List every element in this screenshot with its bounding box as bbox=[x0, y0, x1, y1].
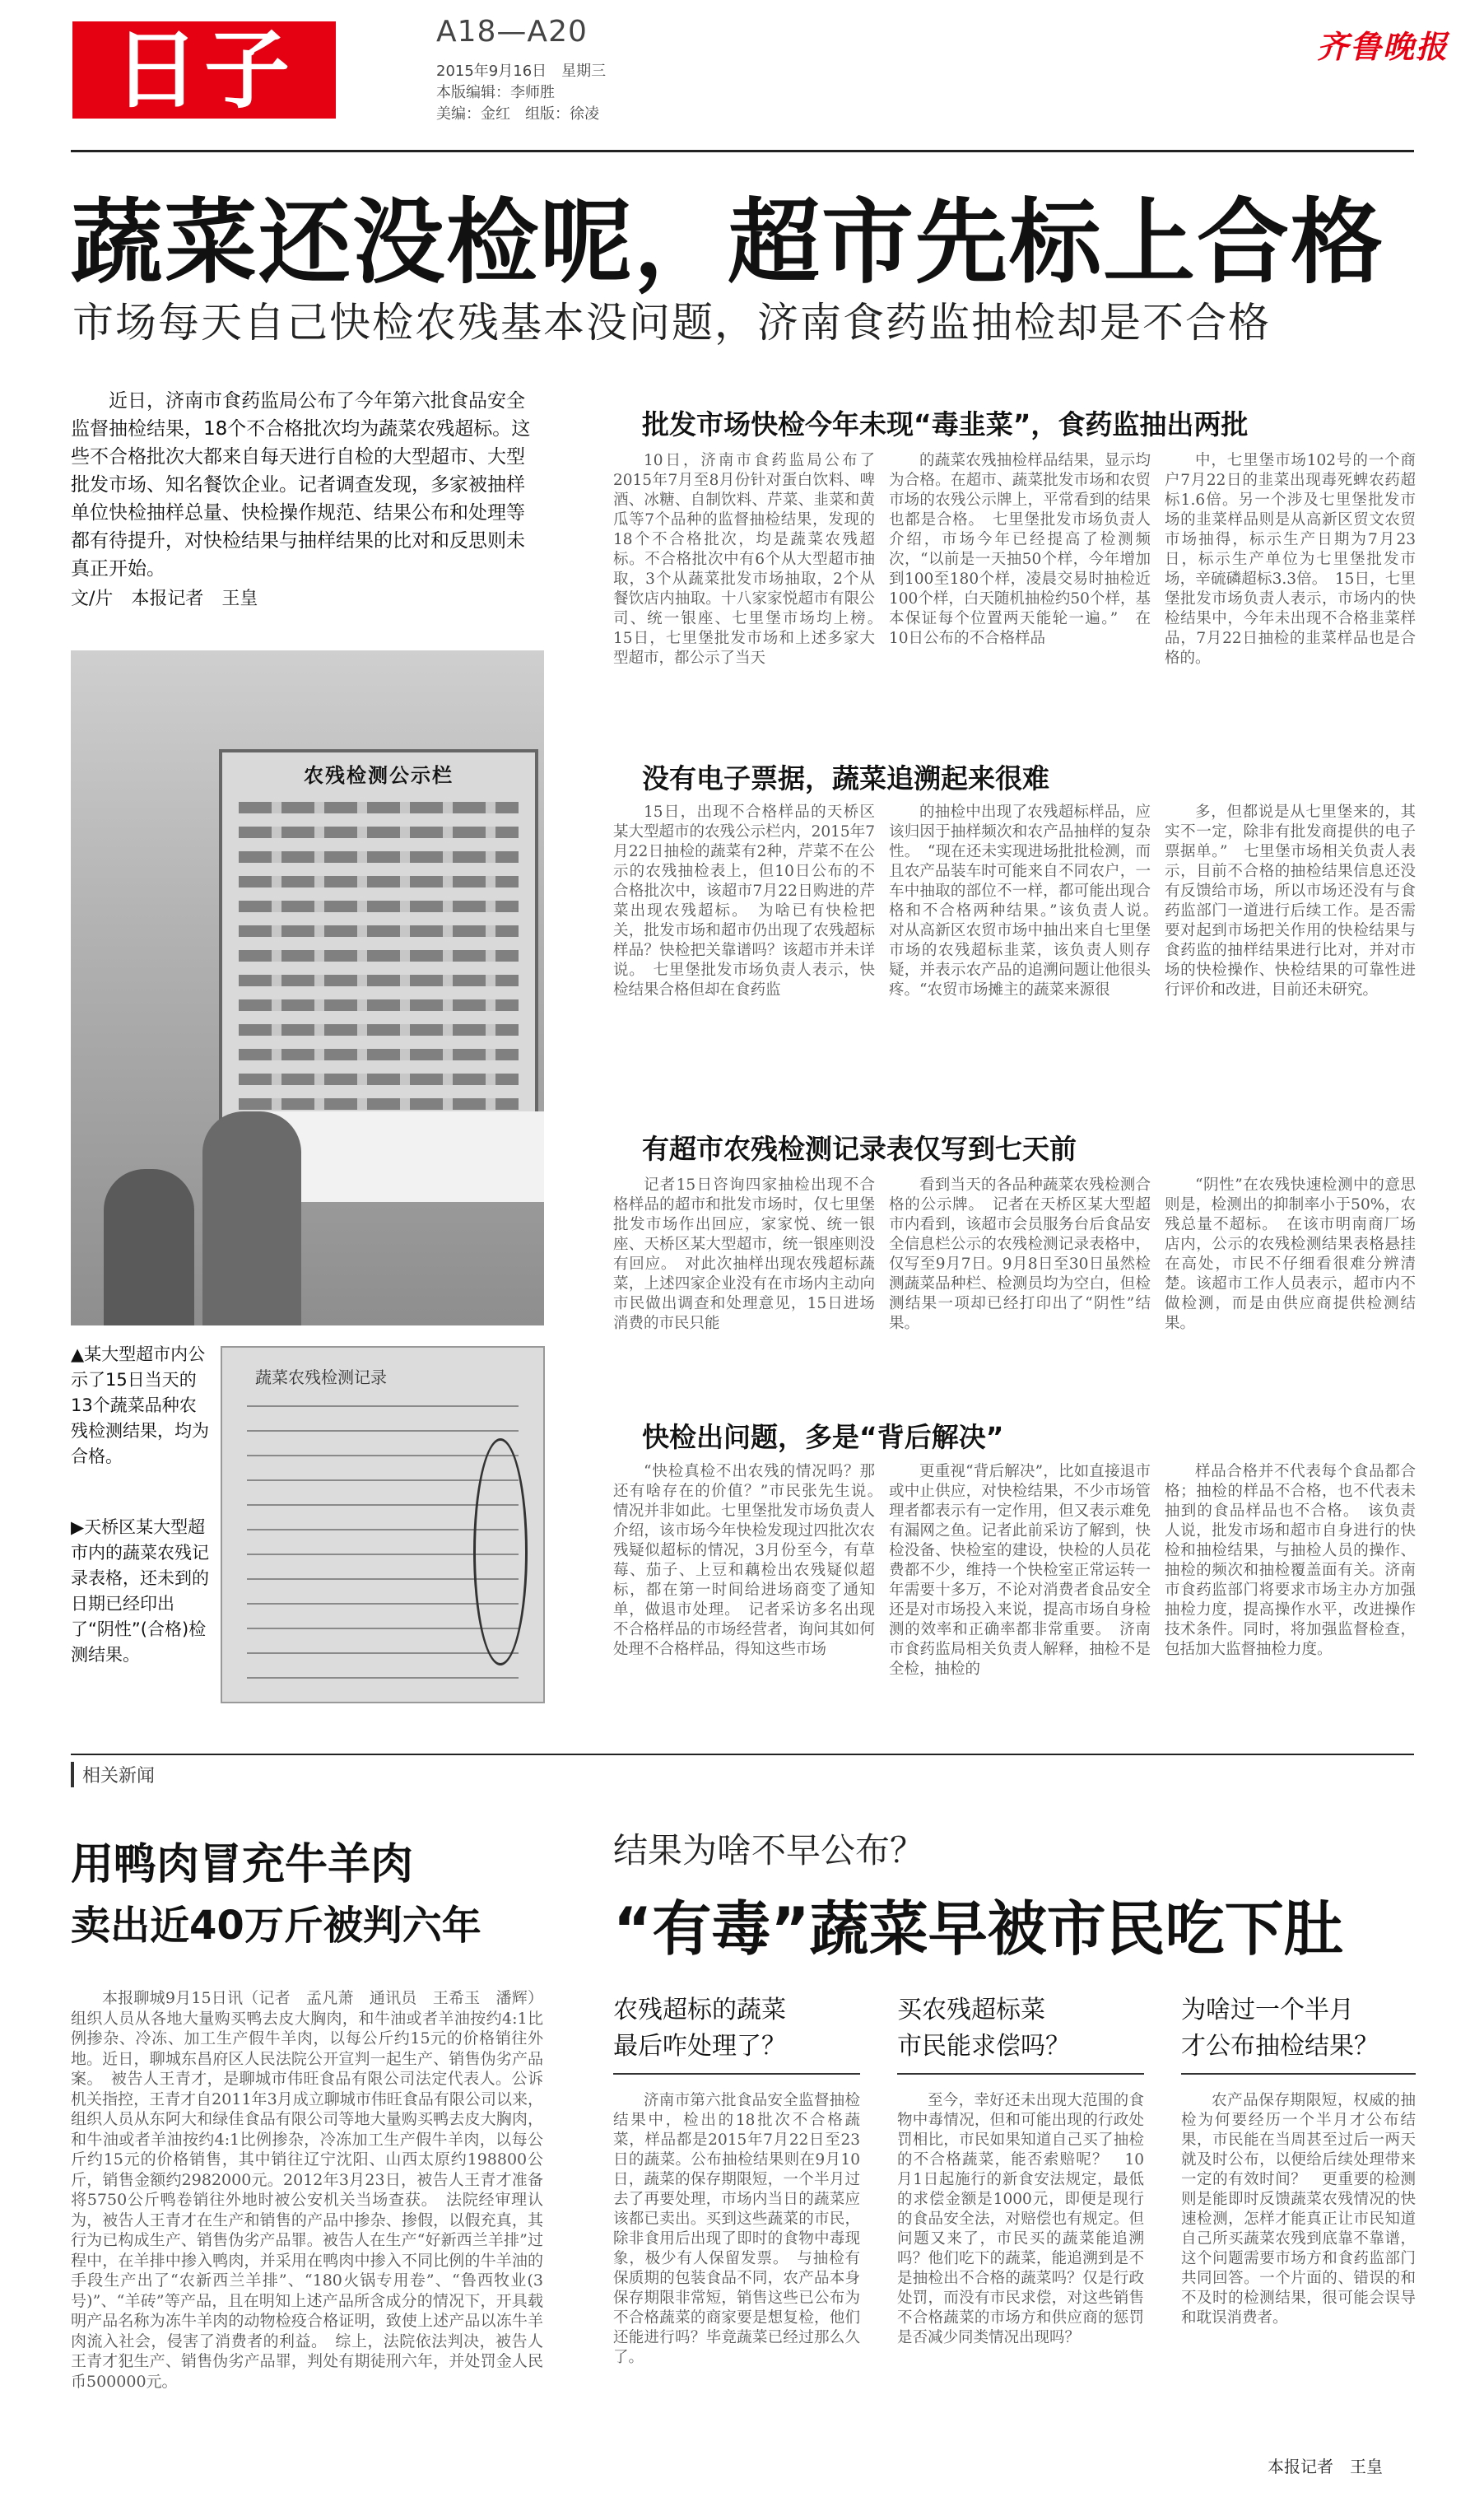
section-logo: 日子 bbox=[72, 21, 336, 119]
section-2-title: 没有电子票据，蔬菜追溯起来很难 bbox=[642, 762, 1049, 794]
section-3-col-1: 记者15日咨询四家抽检出现不合格样品的超市和批发市场时，仅七里堡批发市场作出回应，家家悦、统一银座、天桥区某大型超市，统一银座则没有回应。 对此次抽样出现农残超标蔬菜，上述四家企业没有在市场内主动向市民做出调查和处理意见，15日进场消费的市民只能 bbox=[613, 1176, 875, 1332]
sheet-line bbox=[247, 1455, 519, 1456]
sheet-line bbox=[247, 1677, 519, 1679]
question-3-body: 农产品保存期限短，权威的抽检为何要经历一个半月才公布结果，市民能在当周甚至过后一两天就及时公布，以便给后续处理带来一定的有效时间？ 更重要的检测则是能即时反馈蔬菜农残情况的快速检测，怎样才能真正让市民知道自己所买蔬菜农残到底靠不靠谱，这个问题需要市场方和食药监部门共同回答。一个片面的、错误的和不及时的检测结果，很可能会误导和耽误消费者。 bbox=[1181, 2092, 1416, 2327]
board-row bbox=[239, 975, 519, 986]
staff-figure bbox=[202, 1111, 301, 1325]
sheet-line bbox=[247, 1479, 519, 1481]
question-1-line-2: 最后咋处理了？ bbox=[613, 2032, 786, 2061]
board-row bbox=[239, 999, 519, 1011]
sheet-line bbox=[247, 1628, 519, 1629]
newspaper-brand: 齐鲁晚报 bbox=[1317, 28, 1449, 65]
photo-caption-2: ▶天桥区某大型超市内的蔬菜农残记录表格，还未到的日期已经印出了“阴性”(合格)检测结果。 bbox=[71, 1517, 209, 1665]
design-line: 美编：金红 组版：徐凌 bbox=[436, 105, 599, 123]
bottom-section-rule bbox=[71, 1754, 1414, 1755]
question-3 bbox=[1181, 1992, 1416, 2065]
sheet-line bbox=[247, 1405, 519, 1407]
board-title: 农残检测公示栏 bbox=[304, 764, 454, 787]
section-4-title: 快检出问题，多是“背后解决” bbox=[642, 1421, 1004, 1453]
board-row bbox=[239, 925, 519, 937]
feature-kicker: 结果为啥不早公布？ bbox=[613, 1830, 925, 1870]
lead-paragraph: 近日，济南市食药监局公布了今年第六批食品安全监督抽检结果，18个不合格批次均为蔬菜农残超标。这些不合格批次大都来自每天进行自检的大型超市、大型批发市场、知名餐饮企业。记者调查发现，多家被抽样单位快检抽样总量、快检操作规范、结果公布和处理等都有待提升，对快检结果与抽样结果的比对和反思则未真正开始。 bbox=[71, 390, 531, 580]
question-1-body: 济南市第六批食品安全监督抽检结果中，检出的18批次不合格蔬菜，样品都是2015年7月22日至23日的蔬菜。公布抽检结果则在9月10日，蔬菜的保存期限短，一个半月过去了再要处理，市场内当日的蔬菜应该都已卖出。买到这些蔬菜的市民，除非食用后出现了即时的食物中毒现象，极少有人保留发票。 与抽检有保质期的包装食品不同，农产品本身保存期限非常短，销售这些已公布为不合格蔬菜的商家要是想复检，他们还能进行吗？毕竟蔬菜已经过那么久了。 bbox=[613, 2092, 860, 2366]
question-2-rule bbox=[897, 2073, 1144, 2075]
date-line: 2015年9月16日 星期三 bbox=[436, 63, 607, 80]
section-3-col-2: 看到当天的各品种蔬菜农残检测合格的公示牌。 记者在天桥区某大型超市内看到，该超市会员服务台后食品安全信息栏公示的农残检测记录表格中，仅写至9月7日。9月8日至30日虽然检测蔬菜品种栏、检测员均为空白，但检测结果一项却已经打印出了“阴性”结果。 bbox=[889, 1176, 1151, 1332]
section-4-col-3: 样品合格并不代表每个食品都合格；抽检的样品不合格，也不代表未抽到的食品样品也不合格。 该负责人说，批发市场和超市自身进行的快检和抽检结果，与抽检人员的操作、抽检的频次和抽检覆盖面有关。济南市食药监部门将要求市场主办方加强抽检力度，提高操作水平，改进操作技术条件。同时，将加强监督检查，包括加大监督抽检力度。 bbox=[1165, 1463, 1416, 1658]
board-row bbox=[239, 802, 519, 813]
question-2 bbox=[897, 1992, 1144, 2065]
page-headline: 蔬菜还没检呢，超市先标上合格 bbox=[71, 189, 1384, 296]
related-body: 本报聊城9月15日讯（记者 孟凡萧 通讯员 王希玉 潘辉）组织人员从各地大量购买鸭去皮大胸肉，和牛油或者羊油按约4:1比例掺杂、冷冻、加工生产假牛羊肉，以每公斤约15元的价格销往外地。近日，聊城东昌府区人民法院公开宣判一起生产、销售伪劣产品案。 被告人王青才，是聊城市伟旺食品有限公司法定代表人。公诉机关指控，王青才自2011年3月成立聊城市伟旺食品有限公司以来，组织人员从东阿大和绿佳食品有限公司等地大量购买鸭去皮大胸肉，和牛油或者羊油按约4:1比例掺杂，冷冻加工生产假牛羊肉，以每公斤约15元的价格销售，其中销往辽宁沈阳、山西太原约198800公斤，销售金额约2982000元。2012年3月23日，被告人王青才准备将5750公斤鸭卷销往外地时被公安机关当场查获。 法院经审理认为，被告人王青才在生产和销售的产品中掺杂、掺假，以假充真，其行为已构成生产、销售伪劣产品罪。被告人在生产“好新西兰羊排”过程中，在羊排中掺入鸭肉，并采用在鸭肉中掺入不同比例的牛羊油的手段生产出了“农新西兰羊排”、“180火锅专用卷”、“鲁西牧业(3号)”、“羊砖”等产品，且在明知上述产品所含成分的情况下，开具载明产品名称为冻牛羊肉的动物检疫合格证明，致使上述产品以冻牛羊肉流入社会，侵害了消费者的利益。 综上，法院依法判决，被告人王青才犯生产、销售伪劣产品罪，判处有期徒刑六年，并处罚金人民币500000元。 bbox=[71, 1989, 543, 2391]
question-2-body: 至今，幸好还未出现大范围的食物中毒情况，但和可能出现的行政处罚相比，市民如果知道自己买了抽检的不合格蔬菜，能否索赔呢？ 10月1日起施行的新食安法规定，最低的求偿金额是1000元，即便是现行的食品安全法，对赔偿也有规定。但问题又来了，市民买的蔬菜能追溯吗？他们吃下的蔬菜，能追溯到是不是抽检出不合格的蔬菜吗？仅是行政处罚，而没有市民求偿，对这些销售不合格蔬菜的市场方和供应商的惩罚是否减少同类情况出现吗？ bbox=[897, 2092, 1144, 2346]
related-news-tag: 相关新闻 bbox=[71, 1762, 155, 1787]
question-1-line-1: 农残超标的蔬菜 bbox=[613, 1996, 786, 2024]
question-3-line-1: 为啥过一个半月 bbox=[1181, 1996, 1354, 2024]
question-3-line-2: 才公布抽检结果？ bbox=[1181, 2032, 1379, 2061]
masthead-rule bbox=[71, 150, 1414, 152]
board-row bbox=[239, 1049, 519, 1060]
section-1-title: 批发市场快检今年未现“毒韭菜”，食药监抽出两批 bbox=[642, 408, 1249, 440]
section-1-col-2: 的蔬菜农残抽检样品结果，显示均为合格。在超市、蔬菜批发市场和农贸市场的农残公示牌上，平常看到的结果也都是合格。 七里堡批发市场负责人介绍，市场今年已经提高了检测频次，“以前是一天抽50个样，今年增加到100至180个样，凌晨交易时抽检近100个样，白天随机抽检约50个样，基本保证每个位置两天能轮一遍。” 在10日公布的不合格样品 bbox=[889, 452, 1151, 647]
section-4-col-1: “快检真检不出农残的情况吗？那还有啥存在的价值？”市民张先生说。 情况并非如此。七里堡批发市场负责人介绍，该市场今年快检发现过四批次农残疑似超标的情况，3月份至今，有草莓、茄子、上豆和藕检出农残疑似超标，都在第一时间给进场商变了通知单，做退市处理。 记者采访多名出现不合格样品的市场经营者，询问其如何处理不合格样品，得知这些市场 bbox=[613, 1463, 891, 1658]
section-3-title: 有超市农残检测记录表仅写到七天前 bbox=[642, 1133, 1077, 1165]
question-2-line-1: 买农残超标菜 bbox=[897, 1996, 1045, 2024]
section-1-col-1: 10日，济南市食药监局公布了2015年7月至8月份针对蛋白饮料、啤酒、冰糖、自制饮料、芹菜、韭菜和黄瓜等7个品种的监督抽检结果，发现的18个不合格批次，均是蔬菜农残超标。不合格批次中有6个从大型超市抽取，3个从蔬菜批发市场抽取，2个从餐饮店内抽取。十八家家悦超市有限公司、统一银座、七里堡市场均上榜。 15日，七里堡批发市场和上述多家大型超市，都公示了当天 bbox=[613, 452, 891, 667]
board-row bbox=[239, 1098, 519, 1110]
byline: 文/片 本报记者 王皇 bbox=[71, 589, 258, 609]
inspection-board bbox=[219, 749, 538, 1143]
board-row bbox=[239, 1024, 519, 1036]
record-sheet-photo bbox=[221, 1346, 545, 1703]
page-range: A18—A20 bbox=[436, 15, 588, 49]
record-sheet-title: 蔬菜农残检测记录 bbox=[255, 1367, 387, 1387]
board-row bbox=[239, 1074, 519, 1085]
section-2-col-2: 的抽检中出现了农残超标样品，应该归因于抽样频次和农产品抽样的复杂性。 “现在还未实现进场批批检测，而且农产品装车时可能来自不同农户，一车中抽取的部位不一样，都可能出现合格和不合格两种结果。”该负责人说。 对从高新区农贸市场中抽出来自七里堡市场的农残超标韭菜，该负责人则存疑，并表示农产品的追溯问题让他很头疼。“农贸市场摊主的蔬菜来源很 bbox=[889, 804, 1166, 999]
related-headline-line-2: 卖出近40万斤被判六年 bbox=[71, 1903, 481, 1949]
section-3-col-3: “阴性”在农残快速检测中的意思则是，检测出的抑制率小于50%，农残总量不超标。 在该市明南商厂场店内，公示的农残检测结果表格悬挂在高处，市民不仔细看很难分辨清楚。该超市工作人员表示，超市内不做检测，而是由供应商提供检测结果。 bbox=[1165, 1176, 1416, 1332]
editor-line: 本版编辑：李师胜 bbox=[436, 84, 555, 101]
feature-headline: “有毒”蔬菜早被市民吃下肚 bbox=[613, 1894, 1343, 1964]
question-1 bbox=[613, 1992, 860, 2065]
board-row bbox=[239, 851, 519, 863]
board-row bbox=[239, 827, 519, 838]
staff-figure bbox=[104, 1169, 194, 1325]
section-1-col-3: 中，七里堡市场102号的一个商户7月22日的韭菜出现毒死蜱农药超标1.6倍。另一个涉及七里堡批发市场的韭菜样品则是从高新区贸文农贸市场抽得，标示生产日期为7月23日，标示生产单位为七里堡批发市场，辛硫磷超标3.3倍。 15日，七里堡批发市场负责人表示，市场内的快检结果中，今年未出现不合格韭菜样品，7月22日抽检的韭菜样品也是合格的。 bbox=[1165, 452, 1416, 667]
sheet-line bbox=[247, 1652, 519, 1654]
section-2-col-3: 多，但都说是从七里堡来的，其实不一定，除非有批发商提供的电子票据单。” 七里堡市场相关负责人表示，目前不合格的抽检结果信息还没有反馈给市场，所以市场还没有与食药监部门一道进行后续工作。是否需要对起到市场把关作用的快检结果与食药监的抽样结果进行比对，并对市场的快检操作、快检结果的可靠性进行评价和改进，目前还未研究。 bbox=[1165, 804, 1416, 999]
supermarket-photo bbox=[71, 650, 544, 1325]
related-headline-line-1: 用鸭肉冒充牛羊肉 bbox=[71, 1840, 414, 1889]
board-row bbox=[239, 876, 519, 887]
board-row bbox=[239, 901, 519, 912]
section-2-col-1: 15日，出现不合格样品的天桥区某大型超市的农残公示栏内，2015年7月22日抽检的蔬菜有2种，芹菜不在公示的农残抽检表上，但10日公布的不合格批次中，该超市7月22日购进的芹菜出现农残超标。 为啥已有快检把关，批发市场和超市仍出现了农残超标样品？快检把关靠谱吗？该超市并未详说。 七里堡批发市场负责人表示，快检结果合格但却在食药监 bbox=[613, 804, 875, 999]
question-1-rule bbox=[613, 2073, 860, 2075]
sheet-line bbox=[247, 1430, 519, 1432]
produce-shelf bbox=[260, 1111, 544, 1202]
question-2-line-2: 市民能求偿吗？ bbox=[897, 2032, 1070, 2061]
section-4-col-2: 更重视“背后解决”，比如直接退市或中止供应，对快检结果，不少市场管理者都表示有一定作用，但又表示难免有漏网之鱼。记者此前采访了解到，快检没备、快检室的建设，快检的人员花费都不少，维持一个快检室正常运转一年需要十多万，不论对消费者食品安全还是对市场投入来说，提高市场自身检测的效率和正确率都非常重要。 济南市食药监局相关负责人解释，抽检不是全检，抽检的 bbox=[889, 1463, 1151, 1678]
board-row bbox=[239, 950, 519, 962]
photo-caption-1: ▲某大型超市内公示了15日当天的13个蔬菜品种农残检测结果，均为合格。 bbox=[71, 1344, 209, 1466]
feature-byline: 本报记者 王皇 bbox=[1268, 2457, 1383, 2476]
page-subhead: 市场每天自己快检农残基本没问题，济南食药监抽检却是不合格 bbox=[72, 299, 1271, 347]
question-3-rule bbox=[1181, 2073, 1416, 2075]
circled-column bbox=[473, 1438, 528, 1665]
